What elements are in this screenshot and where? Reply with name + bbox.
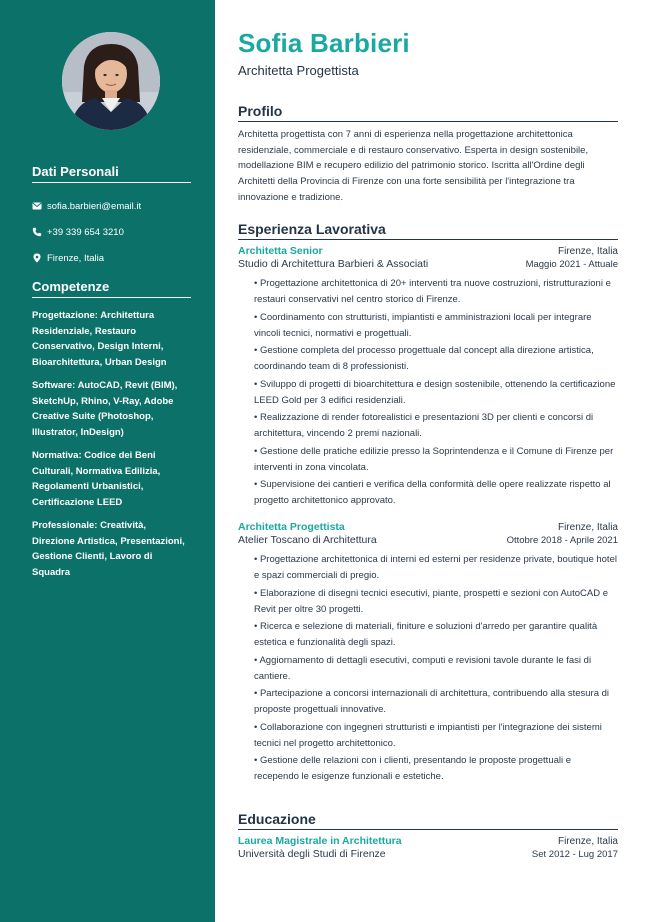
skill-software: Software: AutoCAD, Revit (BIM), SketchUp, Rhino, V-Ray, Adobe Creative Suite (Photoshop, Illustrator, InDesign) bbox=[32, 380, 178, 438]
job-bullets bbox=[238, 276, 618, 509]
job-bullet: • Aggiornamento di dettagli esecutivi, computi e revisioni tavole durante le fasi di cantiere. bbox=[254, 653, 618, 685]
education-entry bbox=[238, 835, 618, 860]
job-bullet: • Gestione delle pratiche edilizie presso la Soprintendenza e il Comune di Firenze per interventi in zona vincolata. bbox=[254, 444, 618, 476]
contact-phone[interactable] bbox=[32, 219, 191, 245]
job-bullets bbox=[238, 552, 618, 785]
job-title: Architetta Senior bbox=[238, 245, 323, 257]
profile-heading: Profilo bbox=[238, 103, 618, 122]
skills-section bbox=[32, 279, 191, 588]
job-bullet: • Partecipazione a concorsi internazionali di architettura, contribuendo alla stesura di proposte progettuali innovative. bbox=[254, 686, 618, 718]
job-location: Firenze, Italia bbox=[557, 522, 618, 533]
job-bullet: • Gestione completa del processo progettuale dal concept alla direzione artistica, coordinando team di 8 professionisti. bbox=[254, 343, 618, 375]
skill-regulations: Normativa: Codice dei Beni Culturali, Normativa Edilizia, Regolamenti Urbanistici, Certificazione LEED bbox=[32, 450, 161, 508]
experience-heading: Esperienza Lavorativa bbox=[238, 221, 618, 240]
contact-location-text: Firenze, Italia bbox=[47, 252, 105, 264]
job-company: Atelier Toscano di Architettura bbox=[238, 534, 377, 546]
profile-text: Architetta progettista con 7 anni di esperienza nella progettazione architettonica residenziale, commerciale e di restauro conservativo. Esperta in design sostenibile, modellazione BIM e recupero edilizio del patrimonio storico. Iscritta all'Ordine degli Architetti della Provincia di Firenze con una forte sensibilità per l'integrazione tra innovazione e tradizione. bbox=[238, 129, 589, 203]
candidate-name: Sofia Barbieri bbox=[238, 28, 410, 58]
phone-icon bbox=[32, 227, 42, 237]
location-pin-icon bbox=[32, 253, 42, 263]
personal-data-heading: Dati Personali bbox=[32, 164, 191, 183]
profile-photo bbox=[62, 32, 160, 130]
contact-phone-text: +39 339 654 3210 bbox=[47, 226, 124, 238]
job-bullet: • Progettazione architettonica di interni ed esterni per residenze private, boutique hotel e spazi commerciali di pregio. bbox=[254, 552, 618, 584]
sidebar bbox=[0, 0, 215, 922]
contact-location bbox=[32, 245, 191, 271]
experience-section bbox=[238, 221, 618, 787]
job-title: Architetta Progettista bbox=[238, 521, 345, 533]
job-bullet: • Sviluppo di progetti di bioarchitettura e design sostenibile, ottenendo la certificazione LEED Gold per 3 edifici residenziali. bbox=[254, 377, 618, 409]
skill-design: Progettazione: Architettura Residenziale, Restauro Conservativo, Design Interni, Bioarchitettura, Urban Design bbox=[32, 310, 167, 368]
job-company: Studio di Architettura Barbieri & Associati bbox=[238, 258, 429, 270]
job-entry bbox=[238, 245, 618, 509]
personal-data-section bbox=[32, 164, 191, 271]
candidate-role: Architetta Progettista bbox=[238, 63, 359, 78]
contact-email-text: sofia.barbieri@email.it bbox=[47, 200, 142, 212]
degree-title: Laurea Magistrale in Architettura bbox=[238, 835, 402, 847]
job-bullet: • Supervisione dei cantieri e verifica della conformità delle opere realizzate rispetto al progetto architettonico approvato. bbox=[254, 477, 618, 509]
job-dates: Ottobre 2018 - Aprile 2021 bbox=[506, 535, 618, 546]
job-location: Firenze, Italia bbox=[557, 246, 618, 257]
job-bullet: • Coordinamento con strutturisti, impiantisti e amministrazioni locali per integrare vincoli tecnici, normativi e progettuali. bbox=[254, 310, 618, 342]
contact-email[interactable] bbox=[32, 193, 191, 219]
skill-professional: Professionale: Creatività, Direzione Artistica, Presentazioni, Gestione Clienti, Lavoro di Squadra bbox=[32, 520, 185, 578]
job-bullet: • Elaborazione di disegni tecnici esecutivi, piante, prospetti e sezioni con AutoCAD e Revit per oltre 30 progetti. bbox=[254, 586, 618, 618]
mail-icon bbox=[32, 201, 42, 211]
education-section bbox=[238, 811, 618, 860]
job-dates: Maggio 2021 - Attuale bbox=[525, 259, 618, 270]
education-location: Firenze, Italia bbox=[557, 836, 618, 847]
job-bullet: • Realizzazione di render fotorealistici e presentazioni 3D per clienti e concorsi di architettura, vincendo 2 premi nazionali. bbox=[254, 410, 618, 442]
job-bullet: • Collaborazione con ingegneri strutturisti e impiantisti per l'integrazione dei sistemi tecnici nel progetto architettonico. bbox=[254, 720, 618, 752]
skills-heading: Competenze bbox=[32, 279, 191, 298]
job-entry bbox=[238, 521, 618, 785]
job-bullet: • Progettazione architettonica di 20+ interventi tra nuove costruzioni, ristrutturazioni e restauri conservativi nel centro storico di Firenze. bbox=[254, 276, 618, 308]
education-dates: Set 2012 - Lug 2017 bbox=[531, 849, 618, 860]
profile-section bbox=[238, 103, 618, 206]
job-bullet: • Gestione delle relazioni con i clienti, presentando le proposte progettuali e recependo le esigenze funzionali e estetiche. bbox=[254, 753, 618, 785]
portrait-image bbox=[62, 32, 160, 130]
school-name: Università degli Studi di Firenze bbox=[238, 848, 386, 860]
job-bullet: • Ricerca e selezione di materiali, finiture e soluzioni d'arredo per garantire qualità estetica e funzionalità degli spazi. bbox=[254, 619, 618, 651]
education-heading: Educazione bbox=[238, 811, 618, 830]
